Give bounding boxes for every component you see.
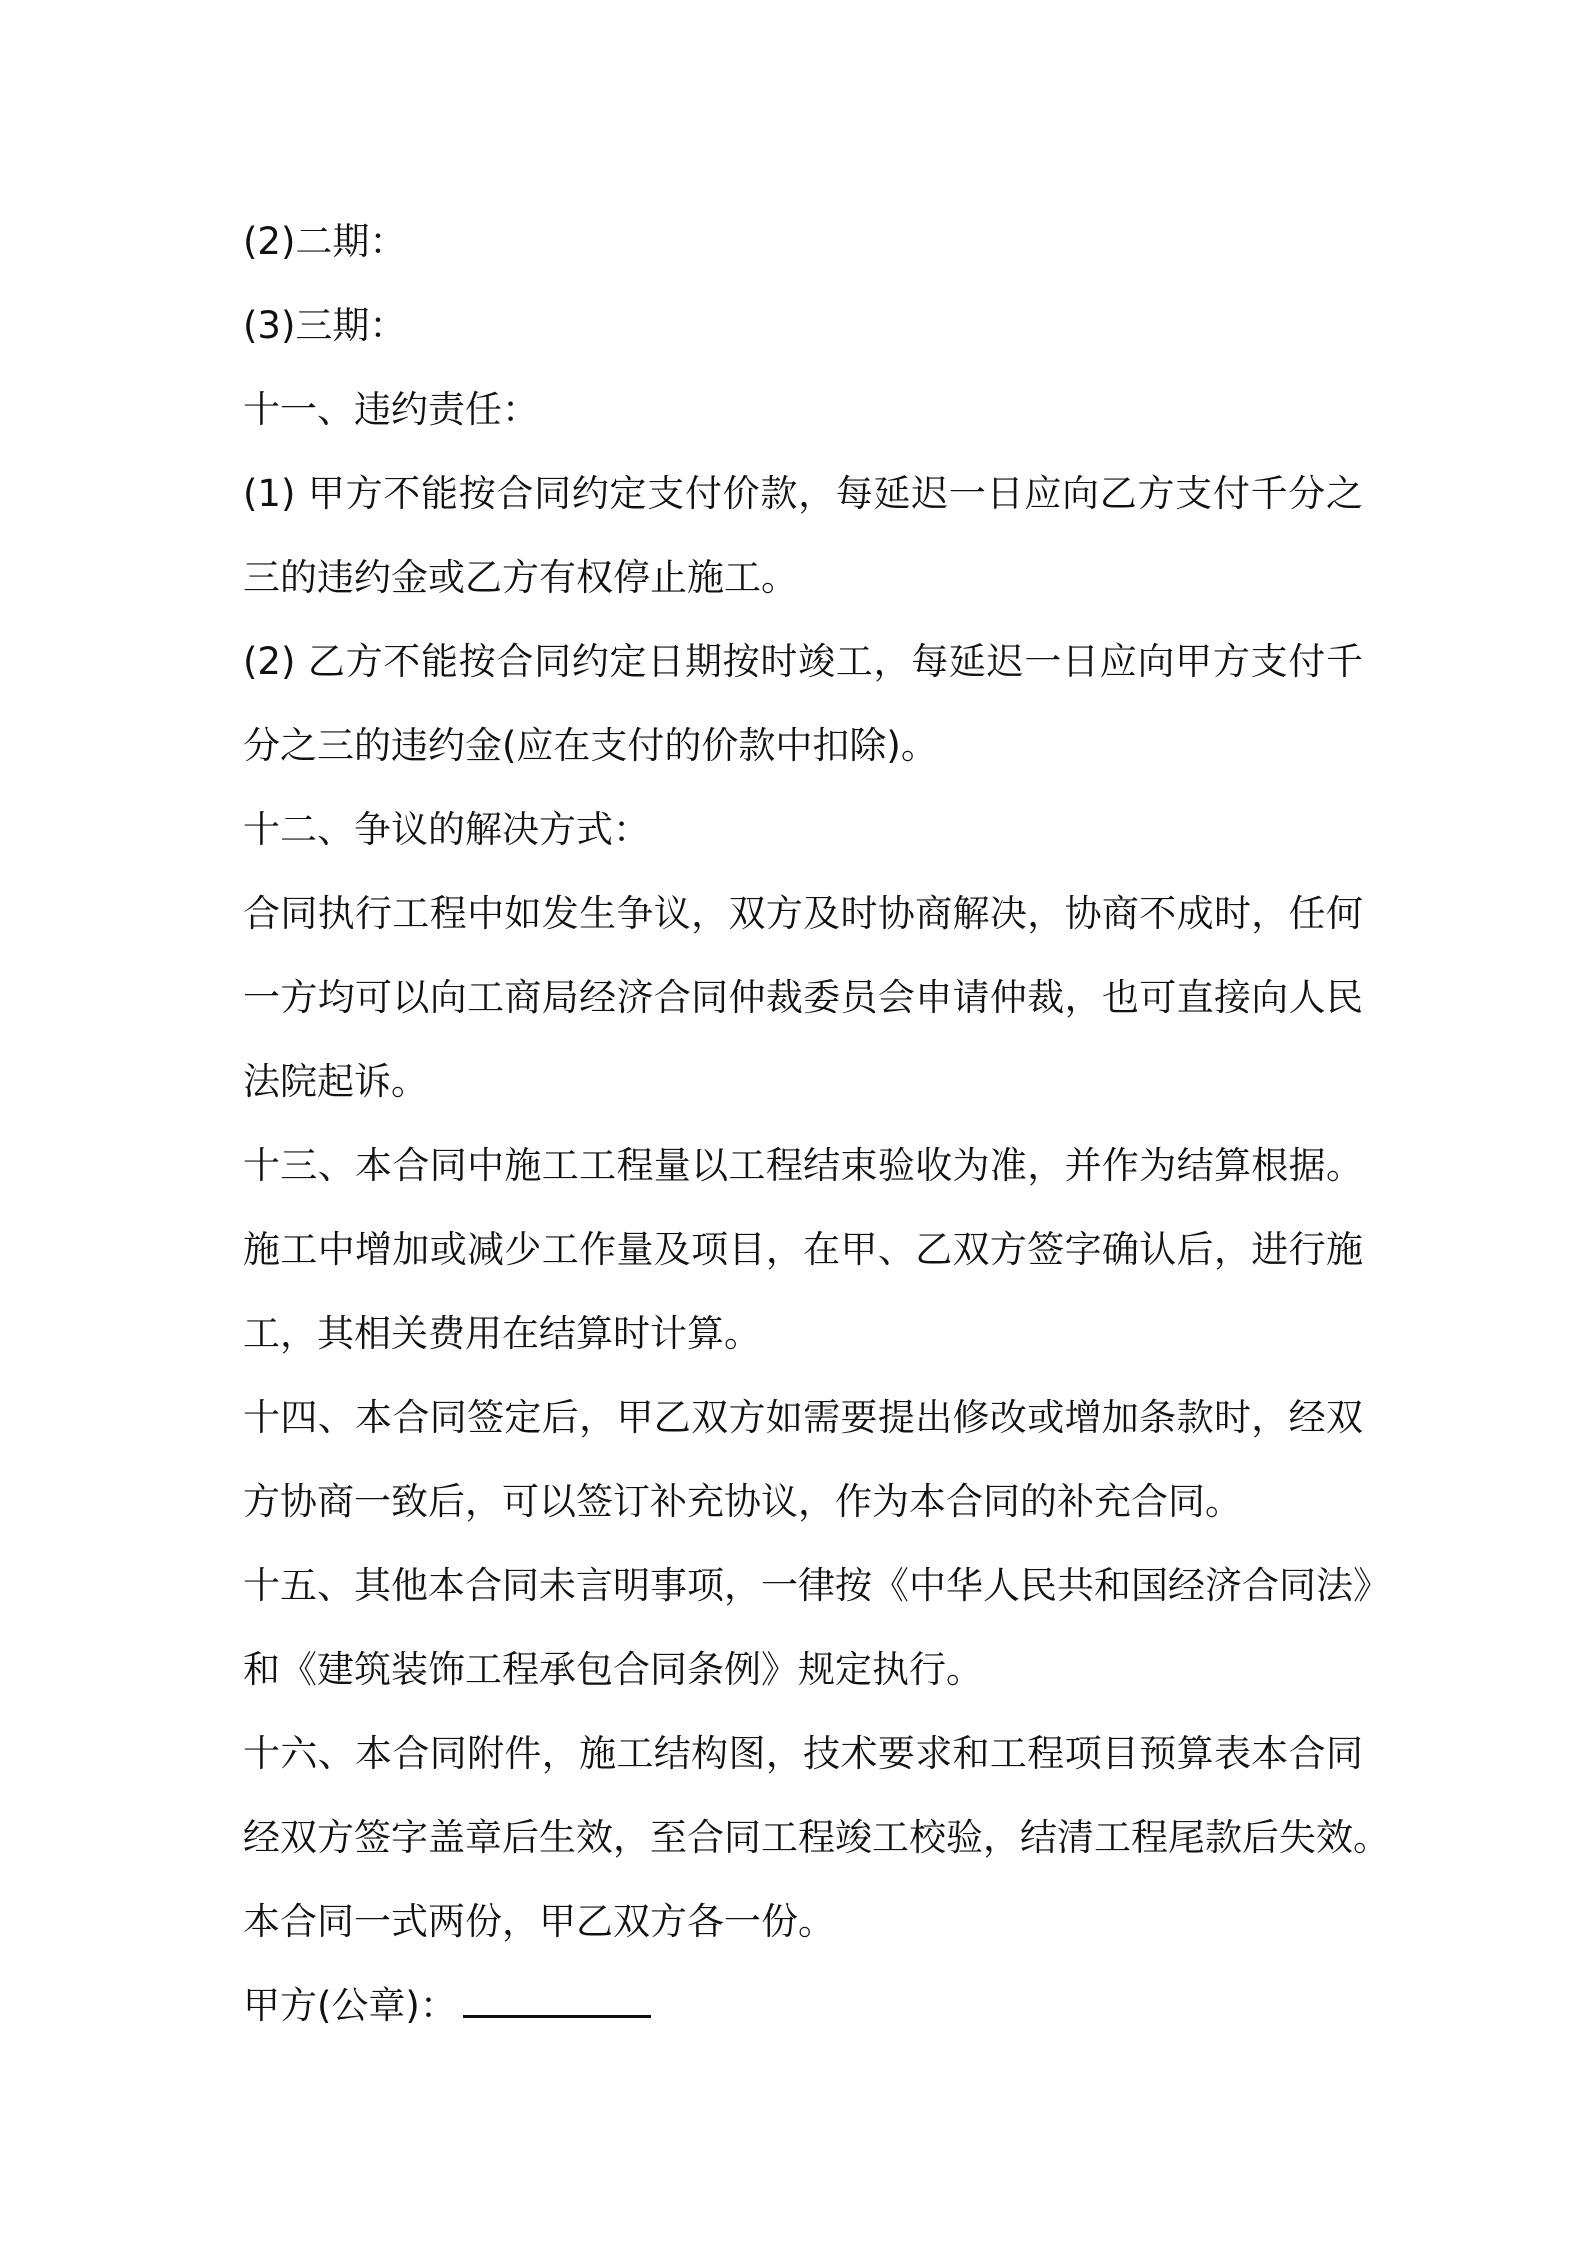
paragraph-line: 施工中增加或减少工作量及项目，在甲、乙双方签字确认后，进行施 [243, 1228, 1363, 1271]
paragraph-line: 法院起诉。 [243, 1060, 428, 1103]
section-item-2: (2)二期： [243, 220, 407, 263]
signature-blank [463, 1979, 651, 2018]
document-body [243, 200, 1390, 2048]
paragraph-line: 工，其相关费用在结算时计算。 [243, 1312, 761, 1355]
paragraph-line: 一方均可以向工商局经济合同仲裁委员会申请仲裁，也可直接向人民 [243, 976, 1363, 1019]
signature-label: 甲方(公章)： [243, 1984, 457, 2027]
paragraph-line: 十四、本合同签定后，甲乙双方如需要提出修改或增加条款时，经双 [243, 1396, 1363, 1439]
paragraph-line: 方协商一致后，可以签订补充协议，作为本合同的补充合同。 [243, 1480, 1242, 1523]
paragraph-line: 和《建筑装饰工程承包合同条例》规定执行。 [243, 1648, 983, 1691]
heading-dispute: 十二、争议的解决方式： [243, 808, 650, 851]
paragraph-line: (1) 甲方不能按合同约定支付价款，每延迟一日应向乙方支付千分之 [243, 472, 1363, 515]
heading-liability: 十一、违约责任： [243, 388, 539, 431]
paragraph-line: 合同执行工程中如发生争议，双方及时协商解决，协商不成时，任何 [243, 892, 1363, 935]
paragraph-line: 本合同一式两份，甲乙双方各一份。 [243, 1900, 835, 1943]
section-item-3: (3)三期： [243, 304, 407, 347]
paragraph-line: 十三、本合同中施工工程量以工程结束验收为准，并作为结算根据。 [243, 1144, 1363, 1187]
paragraph-line: 经双方签字盖章后生效，至合同工程竣工校验，结清工程尾款后失效。 [243, 1816, 1390, 1859]
paragraph-line: 分之三的违约金(应在支付的价款中扣除)。 [243, 724, 938, 767]
paragraph-line: (2) 乙方不能按合同约定日期按时竣工，每延迟一日应向甲方支付千 [243, 640, 1363, 683]
paragraph-line: 十五、其他本合同未言明事项，一律按《中华人民共和国经济合同法》 [243, 1564, 1390, 1607]
signature-line [243, 1964, 1363, 2048]
paragraph-line: 十六、本合同附件，施工结构图，技术要求和工程项目预算表本合同 [243, 1732, 1363, 1775]
paragraph-line: 三的违约金或乙方有权停止施工。 [243, 556, 798, 599]
